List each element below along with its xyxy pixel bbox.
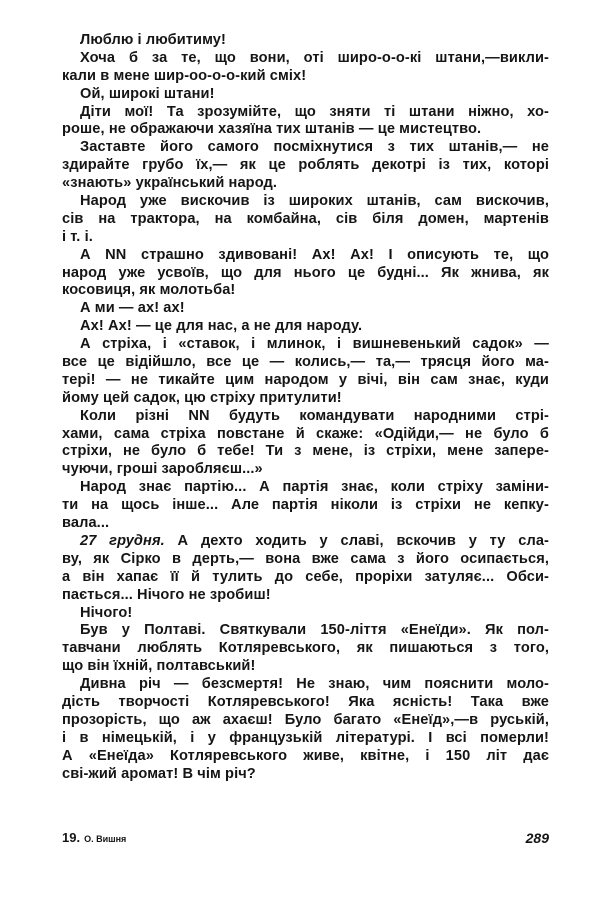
line-text: і в німецькій, і у французькій літературі. І всі померли! (62, 729, 549, 746)
line-text: «знають» український народ. (62, 175, 278, 192)
text-line (62, 622, 549, 640)
text-line (62, 157, 549, 175)
text-line (62, 354, 549, 372)
line-text: народ уже усвоїв, що для нього це будні... Як жнива, як (62, 264, 549, 281)
line-text: Діти мої! Та зрозумійте, що зняти ті штани ніжно, хо- (80, 103, 549, 120)
text-line (62, 86, 549, 104)
line-text: Хоча б за те, що вони, оті широ-о-о-кі штани,—викли- (80, 49, 549, 66)
line-text: Коли різні NN будуть командувати народними стрі- (80, 407, 549, 424)
line-text: Був у Полтаві. Святкували 150-ліття «Енеїди». Як пол- (80, 622, 549, 639)
line-text: Люблю і любитиму! (80, 32, 226, 48)
line-text: Дивна річ — безсмертя! Не знаю, чим пояснити моло- (80, 676, 549, 693)
text-line (62, 640, 549, 658)
text-line (62, 694, 549, 712)
line-text: все це відійшло, все це — колись,— та,— трясця його ма- (62, 354, 549, 371)
text-line (62, 318, 549, 336)
text-line (62, 587, 549, 605)
line-text: А «Енеїда» Котляревського живе, квітне, і 150 літ дає (62, 747, 549, 764)
signature-author: О. Вишня (84, 834, 127, 844)
line-text: роше, не ображаючи хазяїна тих штанів — це мистецтво. (62, 121, 482, 138)
text-line (62, 551, 549, 569)
line-text: ву, як Сірко в дерть,— вона вже сама з його осипається, (62, 550, 549, 567)
line-text: сів на трактора, на комбайна, сів біля домен, мартенів (62, 210, 549, 227)
line-text: Ах! Ах! — це для нас, а не для народу. (80, 318, 363, 335)
text-line (62, 300, 549, 318)
text-line (62, 712, 549, 730)
line-text: А дехто ходить у славі, вскочив у ту сла- (164, 532, 549, 549)
text-line (62, 533, 549, 551)
line-text: дість творчості Котляревського! Яка ясність! Така вже (62, 693, 549, 710)
text-line (62, 211, 549, 229)
signature-mark (62, 830, 126, 845)
text-line (62, 443, 549, 461)
page-footer (62, 830, 549, 850)
line-text: тавчани люблять Котляревського, як пишаються з того, (62, 640, 549, 657)
text-line (62, 408, 549, 426)
line-text: ти на щось інше... Але партія ніколи із стріхи не кепку- (62, 497, 549, 514)
line-text: тері! — не тикайте цим народом у вічі, він сам знає, куди (62, 371, 549, 388)
text-line (62, 390, 549, 408)
page-number: 289 (525, 830, 549, 846)
text-line (62, 50, 549, 68)
text-line (62, 461, 549, 479)
line-text: кали в мене шир-оо-о-о-кий сміх! (62, 67, 307, 84)
text-line (62, 32, 549, 50)
text-line (62, 497, 549, 515)
line-text: Ой, широкі штани! (80, 85, 215, 102)
page-body (62, 32, 549, 783)
text-line (62, 515, 549, 533)
text-line (62, 68, 549, 86)
text-line (62, 605, 549, 623)
text-line (62, 247, 549, 265)
text-line (62, 175, 549, 193)
text-line (62, 426, 549, 444)
text-line (62, 265, 549, 283)
line-text: що він їхній, полтавський! (62, 658, 256, 675)
line-text: Народ знає партію... А партія знає, коли стріху заміни- (80, 479, 549, 496)
line-text: прозорість, що аж ахаєш! Було багато «Енеїд»,—в руській, (62, 711, 549, 728)
text-line (62, 676, 549, 694)
line-text: Заставте його самого посміхнутися з тих штанів,— не (80, 139, 549, 156)
text-line (62, 569, 549, 587)
line-text: і т. і. (62, 228, 93, 245)
line-text: А NN страшно здивовані! Ах! Ах! І описують те, що (80, 246, 549, 263)
text-line (62, 766, 549, 784)
text-line (62, 193, 549, 211)
text-line (62, 121, 549, 139)
text-line (62, 658, 549, 676)
date-heading: 27 грудня. (80, 532, 165, 549)
text-line (62, 104, 549, 122)
line-text: а він хапає її й тулить до себе, проріхи затуляє... Обси- (62, 568, 549, 585)
line-text: вала... (62, 515, 110, 532)
line-text: чуючи, гроші заробляєш...» (62, 461, 263, 478)
text-line (62, 336, 549, 354)
line-text: Народ уже вискочив із широких штанів, сам вискочив, (80, 193, 549, 210)
line-text: йому цей садок, цю стріху притулити! (62, 389, 342, 406)
line-text: сві-жий аромат! В чім річ? (62, 765, 256, 782)
text-line (62, 139, 549, 157)
line-text: хами, сама стріха повстане й скаже: «Одійди,— не було б (62, 425, 549, 442)
text-line (62, 730, 549, 748)
text-line (62, 748, 549, 766)
line-text: стріхи, не було б тебе! Ти з мене, із стріхи, мене запере- (62, 443, 549, 460)
text-line (62, 282, 549, 300)
text-line (62, 229, 549, 247)
text-line (62, 372, 549, 390)
line-text: Нічого! (80, 604, 133, 621)
signature-number: 19. (62, 830, 81, 845)
text-line (62, 479, 549, 497)
line-text: пається... Нічого не зробиш! (62, 586, 271, 603)
line-text: А ми — ах! ах! (80, 300, 185, 317)
line-text: косовиця, як молотьба! (62, 282, 236, 299)
line-text: здирайте грубо їх,— як це роблять декотрі із тих, которі (62, 157, 549, 174)
line-text: А стріха, і «ставок, і млинок, і вишневенький садок» — (80, 336, 549, 353)
